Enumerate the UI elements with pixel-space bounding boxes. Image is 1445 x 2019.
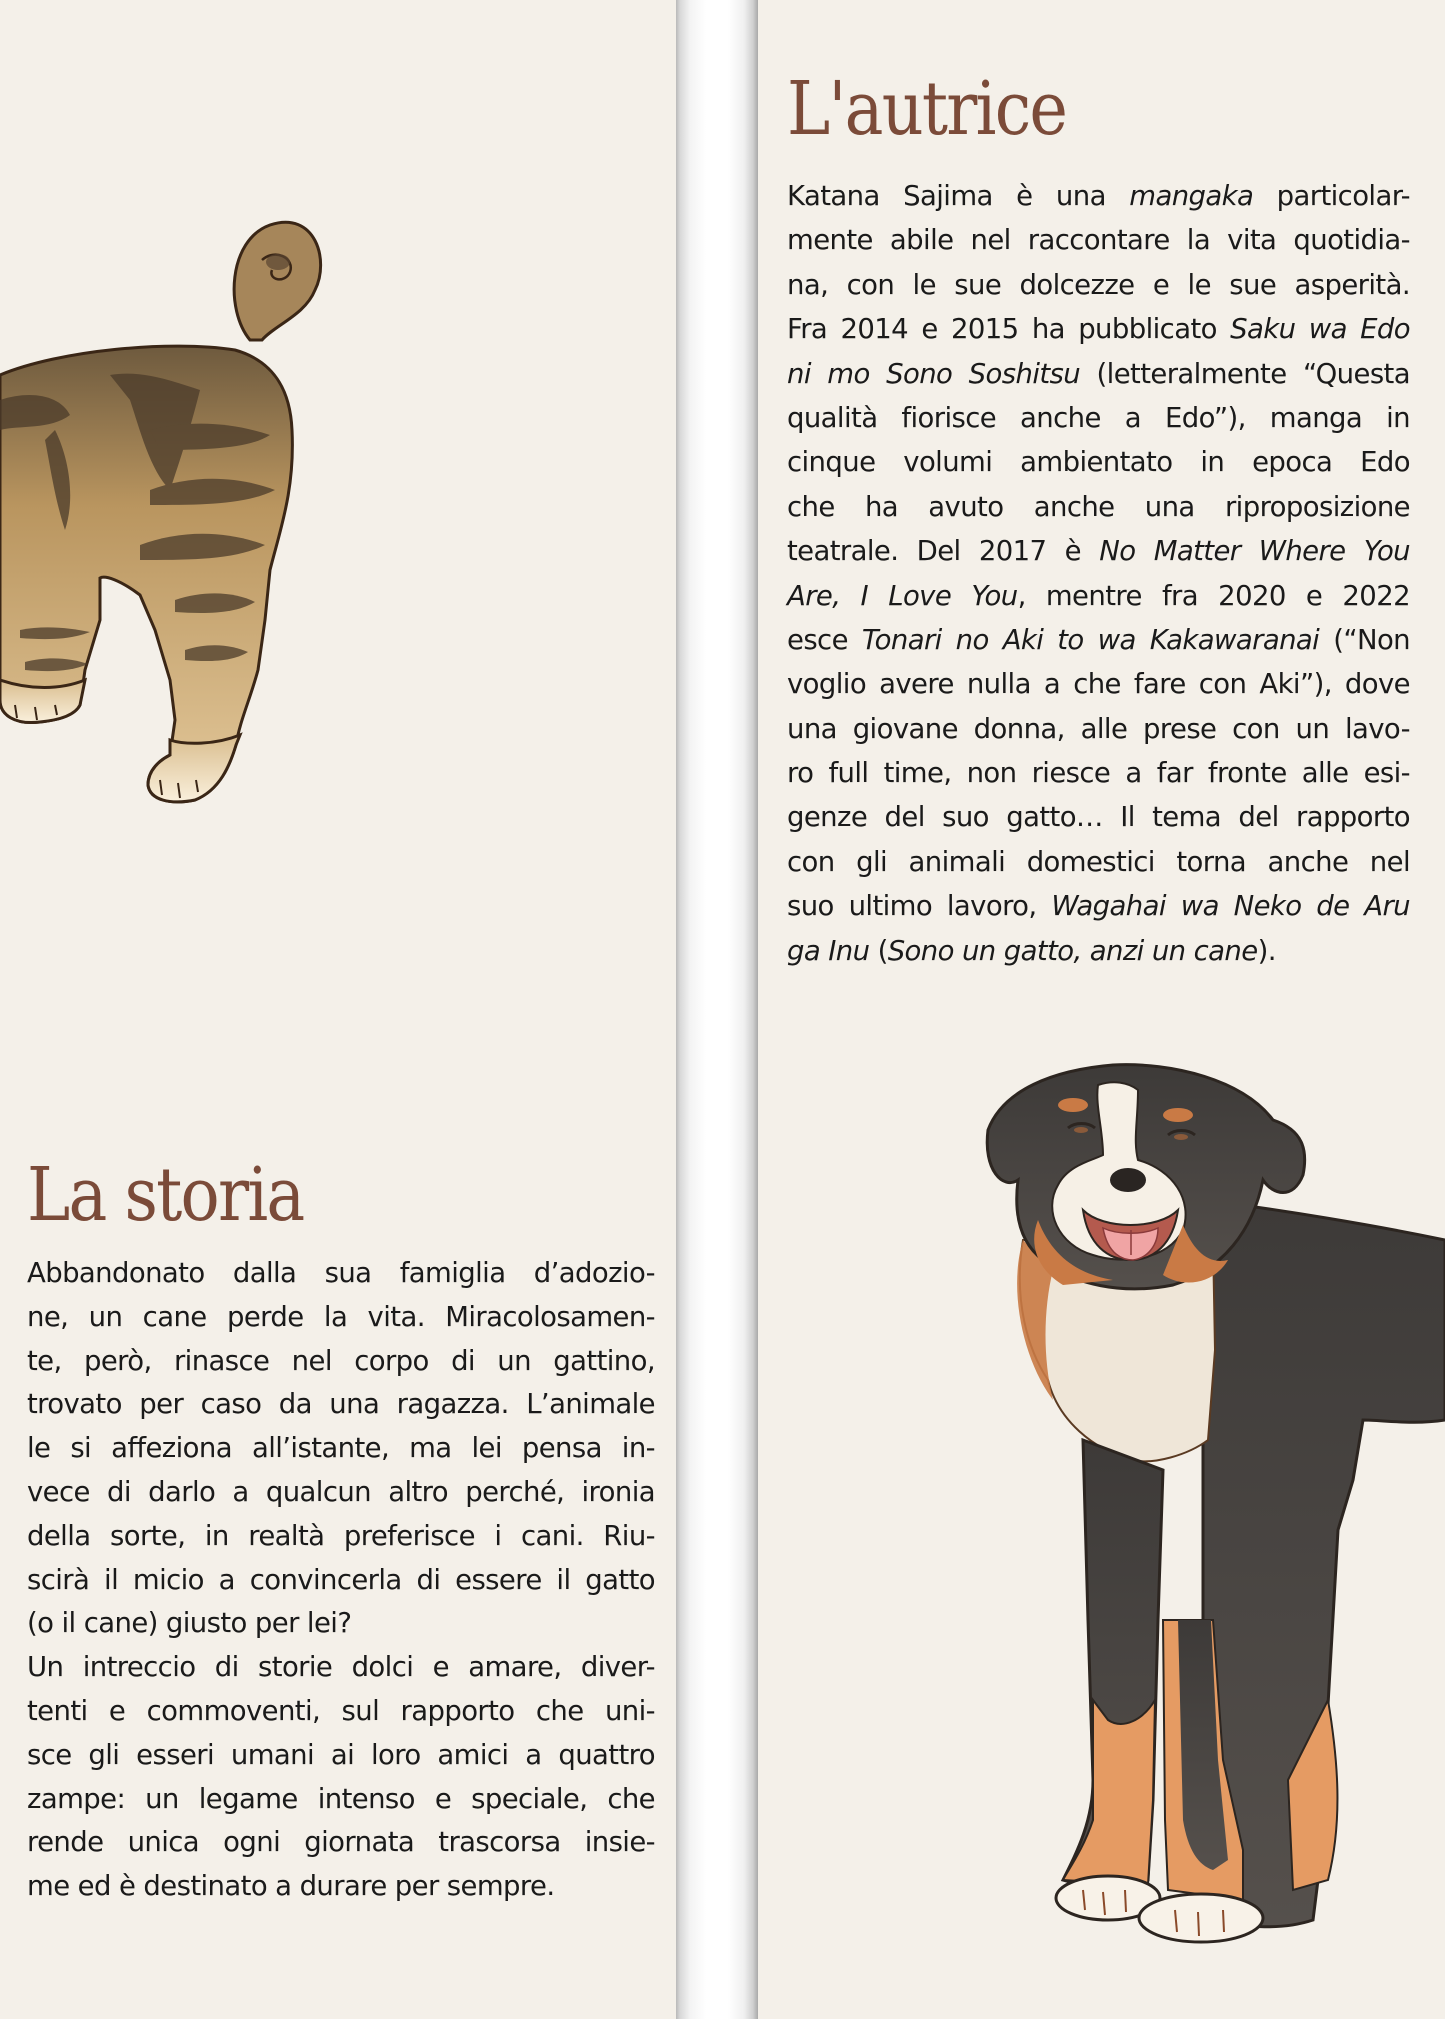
text-segment: ro full time, non riesce a far fronte alle esi- [787,757,1410,790]
story-text-line: della sorte, in realtà preferisce i cani. Riu- [27,1519,655,1552]
text-segment: particolar- [1253,180,1410,212]
story-text-line: Abbandonato dalla sua famiglia d’adozio- [27,1257,655,1289]
italic-title: ni mo Sono Soshitsu [787,357,1081,390]
author-bio-line [787,174,1410,218]
story-text-line: Un intreccio di storie dolci e amare, diver- [27,1651,655,1684]
cat-illustration [0,200,420,840]
text-segment: Fra 2014 e 2015 ha pubblicato [787,313,1231,346]
author-bio-line [787,840,1410,884]
book-gutter [676,0,758,2019]
story-text-line: zampe: un legame intenso e speciale, che [27,1782,655,1815]
story-text-line: rende unica ogni giornata trascorsa insie- [27,1826,655,1859]
author-bio-line [787,662,1410,706]
left-page [0,0,676,2019]
text-segment: teatrale. Del 2017 è [787,535,1100,568]
author-bio-line [787,352,1410,396]
text-segment: con gli animali domestici torna anche nel [787,845,1410,878]
italic-title: Saku wa Edo [1230,313,1410,346]
author-bio-line [787,574,1410,618]
author-bio-line [787,618,1410,662]
story-text-line: tenti e commoventi, sul rapporto che uni- [27,1694,655,1727]
author-bio-line [787,263,1410,307]
italic-title: Are, I Love You [787,579,1018,612]
story-text-line: (o il cane) giusto per lei? [27,1607,352,1640]
right-page [758,0,1445,2019]
text-segment: Katana Sajima è una [787,180,1130,212]
author-bio-line [787,218,1410,262]
text-segment: mente abile nel raccontare la vita quotidia- [787,224,1410,257]
story-text-line: scirà il micio a convincerla di essere il gatto [27,1563,655,1596]
text-segment: voglio avere nulla a che fare con Aki”), dove [787,668,1410,701]
author-bio-line [787,396,1410,440]
text-segment: esce [787,623,862,656]
author-bio-line [787,707,1410,751]
italic-title: No Matter Where You [1099,535,1410,568]
author-bio-line [787,884,1410,928]
story-text-line: ne, un cane perde la vita. Miracolosamen- [27,1300,655,1333]
section-title-story: La storia [27,1152,304,1238]
story-text-line: me ed è destinato a durare per sempre. [27,1870,555,1903]
italic-title: Wagahai wa Neko de Aru [1051,890,1411,923]
italic-title: Tonari no Aki to wa Kakawaranai [861,623,1320,656]
story-text-line: trovato per caso da una ragazza. L’animale [27,1388,655,1421]
text-segment: (letteralmente “Questa [1080,357,1410,390]
text-segment: , mentre fra 2020 e 2022 [1017,579,1410,612]
author-bio-line [787,751,1410,795]
text-segment: genze del suo gatto… Il tema del rapporto [787,801,1410,834]
text-segment: suo ultimo lavoro, [787,890,1052,923]
text-segment: ). [1257,934,1276,967]
story-text-line: te, però, rinasce nel corpo di un gattino, [27,1344,655,1377]
author-bio-line [787,529,1410,573]
italic-title: mangaka [1129,180,1254,212]
text-segment: (“Non [1319,623,1411,656]
text-segment: na, con le sue dolcezze e le sue asperità. [787,268,1410,301]
text-segment: cinque volumi ambientato in epoca Edo [787,446,1410,479]
dog-illustration [943,1060,1445,1970]
italic-title: Sono un gatto, anzi un cane [887,934,1258,967]
author-bio-line [787,307,1410,351]
story-text-line: le si affeziona all’istante, ma lei pensa in- [27,1432,655,1465]
author-bio-line [787,795,1410,839]
story-text-line: sce gli esseri umani ai loro amici a quattro [27,1738,655,1771]
author-bio-line [787,485,1410,529]
author-bio-text [787,174,1410,973]
text-segment: che ha avuto anche una riproposizione [787,490,1410,523]
text-segment: qualità fiorisce anche a Edo”), manga in [787,401,1410,434]
text-segment: ( [869,934,888,967]
text-segment: una giovane donna, alle prese con un lavo- [787,712,1410,745]
story-text-line: vece di darlo a qualcun altro perché, ironia [27,1475,655,1508]
story-text [27,1252,655,1909]
italic-title: ga Inu [787,934,870,967]
author-bio-line [787,440,1410,484]
section-title-author: L'autrice [787,66,1067,152]
author-bio-line [787,929,1410,973]
